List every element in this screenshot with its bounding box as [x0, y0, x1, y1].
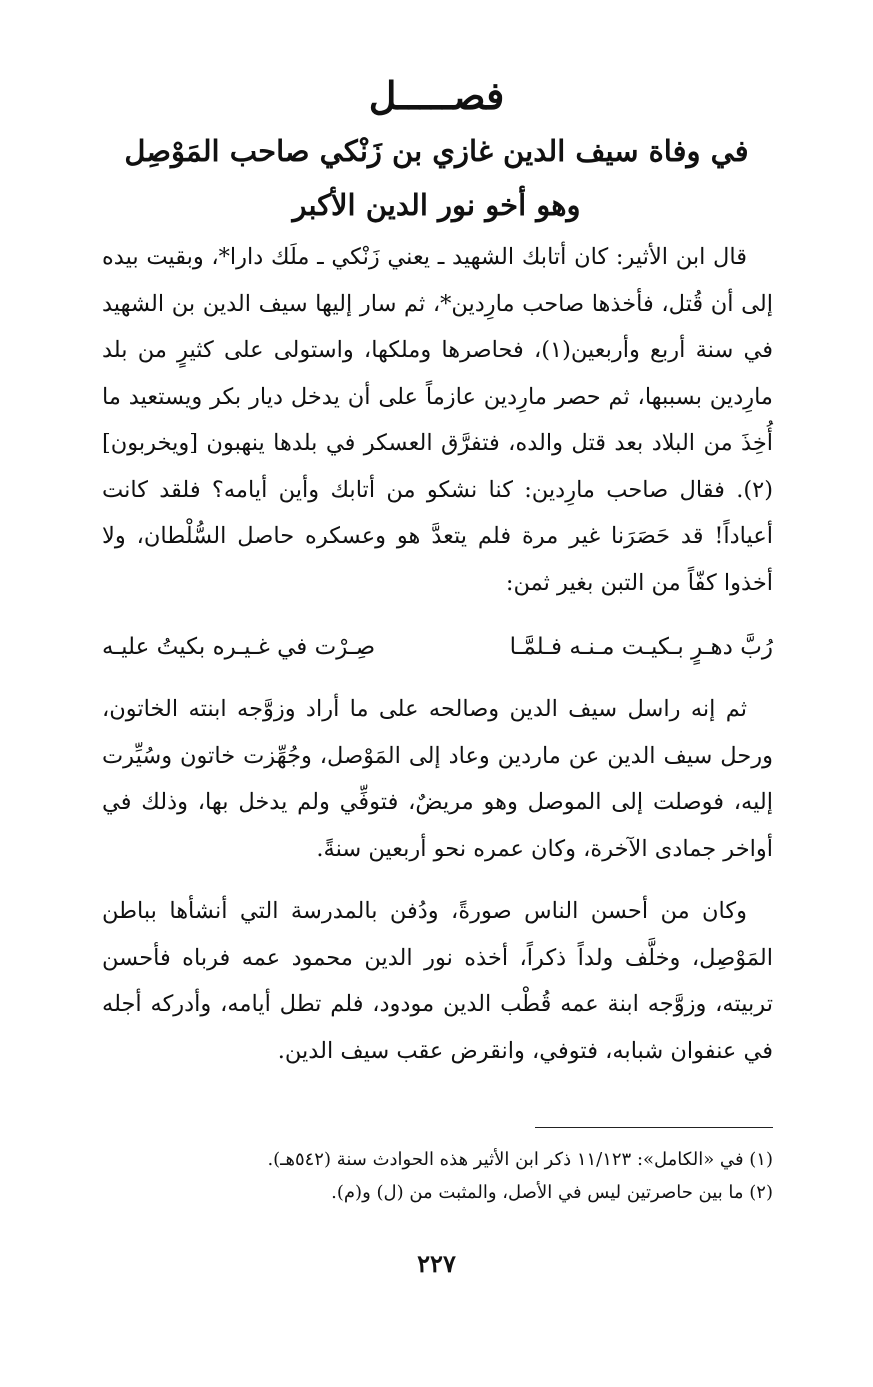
- footnote-1: (١) في «الكامل»: ١١/١٢٣ ذكر ابن الأثير هذه الحوادث سنة (٥٤٢هـ).: [267, 1149, 773, 1170]
- verse-first-hemistich: رُبَّ دهـرٍ بـكيـت مـنـه فـلمَّـا: [509, 634, 773, 660]
- section-heading: [90, 124, 783, 232]
- verse-second-hemistich: صِـرْت في غـيـره بكيتُ عليـه: [102, 634, 376, 660]
- paragraph-1: قال ابن الأثير: كان أتابك الشهيد ـ يعني زَنْكي ـ ملَك دارا*، وبقيت بيده إلى أن قُتل، فأخذها صاحب مارِدين*، ثم سار إليها سيف الدين بن الشهيد في سنة أربع وأربعين(١)، فحاصرها وملكها، واستولى على كثيرٍ من بلد مارِدين بسببها، ثم حصر مارِدين عازماً على أن يدخل ديار بكر ويستعيد ما أُخِذَ من البلاد بعد قتل والده، فتفرَّق العسكر في بلدها ينهبون [ويخربون](٢). فقال صاحب مارِدين: كنا نشكو من أتابك وأين أيامه؟ فلقد كانت أعياداً! قد حَصَرَنا غير مرة فلم يتعدَّ هو وعسكره حاصل السُّلْطان، ولا أخذوا كفّاً من التبن بغير ثمن:: [102, 244, 773, 596]
- paragraph-2: ثم إنه راسل سيف الدين وصالحه على ما أراد وزوَّجه ابنته الخاتون، ورحل سيف الدين عن ماردين وعاد إلى المَوْصل، وجُهِّزت خاتون وسُيِّرت إليه، فوصلت إلى الموصل وهو مريضٌ، فتوفِّي ولم يدخل بها، وذلك في أواخر جمادى الآخرة، وكان عمره نحو أربعين سنةً.: [102, 696, 773, 862]
- paragraph-3: وكان من أحسن الناس صورةً، ودُفن بالمدرسة التي أنشأها بباطن المَوْصِل، وخلَّف ولداً ذكراً، أخذه نور الدين محمود عمه فرباه فأحسن تربيته، وزوَّجه ابنة عمه قُطْب الدين مودود، فلم تطل أيامه، وأدركه أجله في عنفوان شبابه، فتوفي، وانقرض عقب سيف الدين.: [102, 898, 773, 1064]
- footnote-divider: [535, 1127, 773, 1128]
- poetry-verse: [102, 622, 773, 672]
- footnotes: [102, 1143, 773, 1209]
- footnote-2: (٢) ما بين حاصرتين ليس في الأصل، والمثبت من (ل) و(م).: [331, 1182, 773, 1203]
- heading-line-1: في وفاة سيف الدين غازي بن زَنْكي صاحب المَوْصِل: [124, 134, 749, 168]
- page-number: ٢٢٧: [417, 1249, 456, 1278]
- chapter-title: فصـــــل: [368, 73, 505, 118]
- heading-line-2: وهو أخو نور الدين الأكبر: [292, 188, 581, 222]
